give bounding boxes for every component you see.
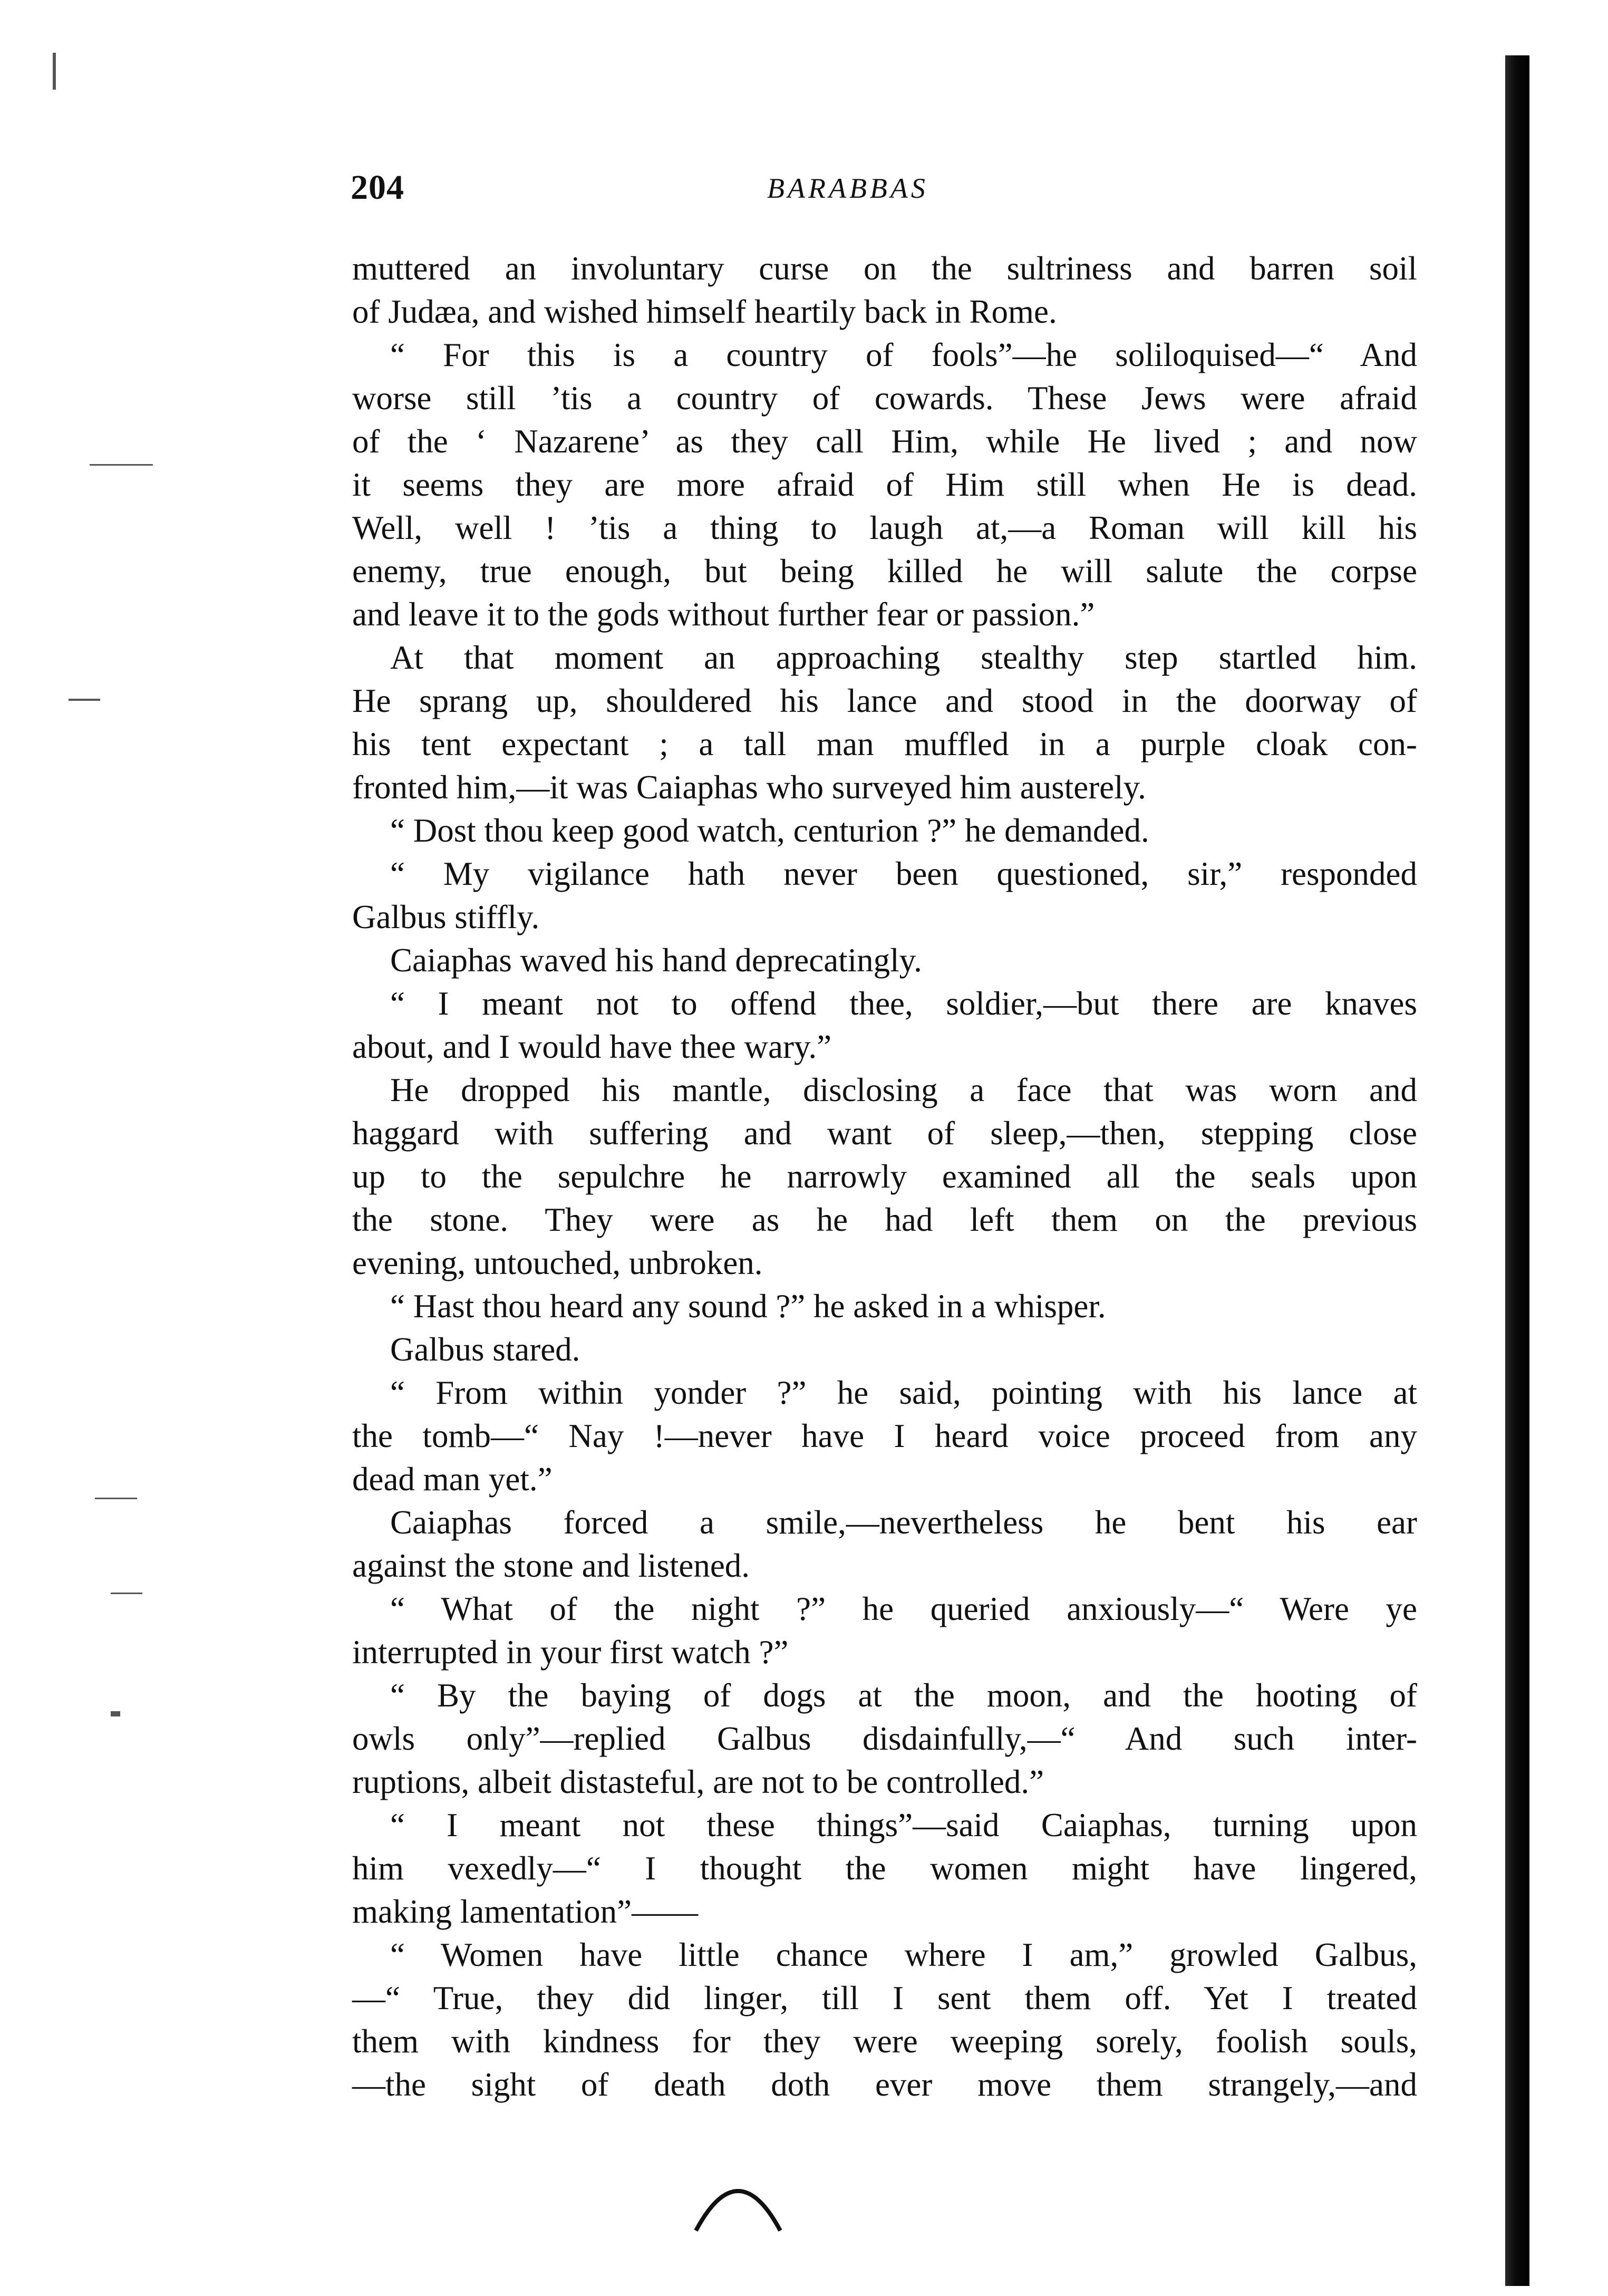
text-line: up to the sepulchre he narrowly examined all the seals upon (352, 1158, 1417, 1195)
text-line: —“ True, they did linger, till I sent them off. Yet I treated (352, 1980, 1417, 2017)
margin-speck (69, 699, 100, 701)
text-line: and leave it to the gods without further fear or passion.” (352, 596, 1095, 633)
text-line: Caiaphas forced a smile,—nevertheless he bent his ear (390, 1504, 1417, 1541)
text-line: “ I meant not to offend thee, soldier,—but there are knaves (390, 985, 1417, 1022)
text-line: evening, untouched, unbroken. (352, 1245, 763, 1281)
page-header (351, 168, 1426, 215)
book-spine-shadow (1505, 55, 1529, 2286)
text-line: ruptions, albeit distasteful, are not to be controlled.” (352, 1763, 1044, 1800)
text-line: him vexedly—“ I thought the women might have lingered, (352, 1850, 1417, 1887)
text-line: it seems they are more afraid of Him still when He is dead. (352, 466, 1417, 503)
text-line: “ From within yonder ?” he said, pointing with his lance at (390, 1374, 1417, 1411)
text-line: He sprang up, shouldered his lance and stood in the doorway of (352, 682, 1417, 719)
text-line: He dropped his mantle, disclosing a face that was worn and (390, 1072, 1417, 1108)
text-line: “ Hast thou heard any sound ?” he asked in a whisper. (390, 1288, 1106, 1325)
margin-line (111, 1593, 142, 1594)
text-line: “ Women have little chance where I am,” growled Galbus, (390, 1936, 1417, 1973)
scan-artifact-arc (685, 2162, 791, 2236)
text-line: “ By the baying of dogs at the moon, and the hooting of (390, 1677, 1417, 1714)
running-title: BARABBAS (767, 172, 928, 204)
page-number: 204 (351, 168, 404, 207)
text-line: them with kindness for they were weeping sorely, foolish souls, (352, 2023, 1417, 2060)
margin-line (95, 1498, 137, 1499)
body-text (352, 247, 1417, 2106)
text-line: “ Dost thou keep good watch, centurion ?” he demanded. (390, 812, 1149, 849)
text-line: worse still ’tis a country of cowards. These Jews were afraid (352, 380, 1417, 417)
text-line: the tomb—“ Nay !—never have I heard voice proceed from any (352, 1417, 1417, 1454)
text-line: “ For this is a country of fools”—he soliloquised—“ And (390, 336, 1417, 373)
text-line: Caiaphas waved his hand deprecatingly. (390, 942, 922, 979)
text-line: enemy, true enough, but being killed he will salute the corpse (352, 553, 1417, 590)
text-line: against the stone and listened. (352, 1547, 750, 1584)
text-line: At that moment an approaching stealthy step startled him. (390, 639, 1417, 676)
text-line: dead man yet.” (352, 1461, 553, 1498)
text-line: owls only”—replied Galbus disdainfully,—“ And such inter- (352, 1720, 1417, 1757)
text-line: “ What of the night ?” he queried anxiously—“ Were ye (390, 1590, 1417, 1627)
margin-speck (53, 53, 56, 90)
text-line: Galbus stiffly. (352, 899, 540, 935)
text-line: Well, well ! ’tis a thing to laugh at,—a Roman will kill his (352, 509, 1417, 546)
text-line: haggard with suffering and want of sleep,—then, stepping close (352, 1115, 1417, 1152)
text-line: “ I meant not these things”—said Caiaphas, turning upon (390, 1807, 1417, 1844)
text-line: “ My vigilance hath never been questioned, sir,” responded (390, 855, 1417, 892)
text-line: fronted him,—it was Caiaphas who surveyed him austerely. (352, 769, 1146, 806)
text-line: muttered an involuntary curse on the sultriness and barren soil (352, 250, 1417, 287)
text-line: of the ‘ Nazarene’ as they call Him, while He lived ; and now (352, 423, 1417, 460)
text-line: the stone. They were as he had left them on the previous (352, 1201, 1417, 1238)
text-line: interrupted in your first watch ?” (352, 1634, 789, 1671)
text-line: making lamentation”—— (352, 1893, 699, 1930)
margin-speck (111, 1711, 120, 1716)
text-line: —the sight of death doth ever move them strangely,—and (352, 2066, 1417, 2103)
text-line: his tent expectant ; a tall man muffled in a purple cloak con- (352, 726, 1417, 763)
scan-margin-marks (32, 32, 148, 2246)
text-line: about, and I would have thee wary.” (352, 1028, 832, 1065)
margin-line (90, 464, 153, 466)
text-line: of Judæa, and wished himself heartily back in Rome. (352, 293, 1057, 330)
text-line: Galbus stared. (390, 1331, 580, 1368)
